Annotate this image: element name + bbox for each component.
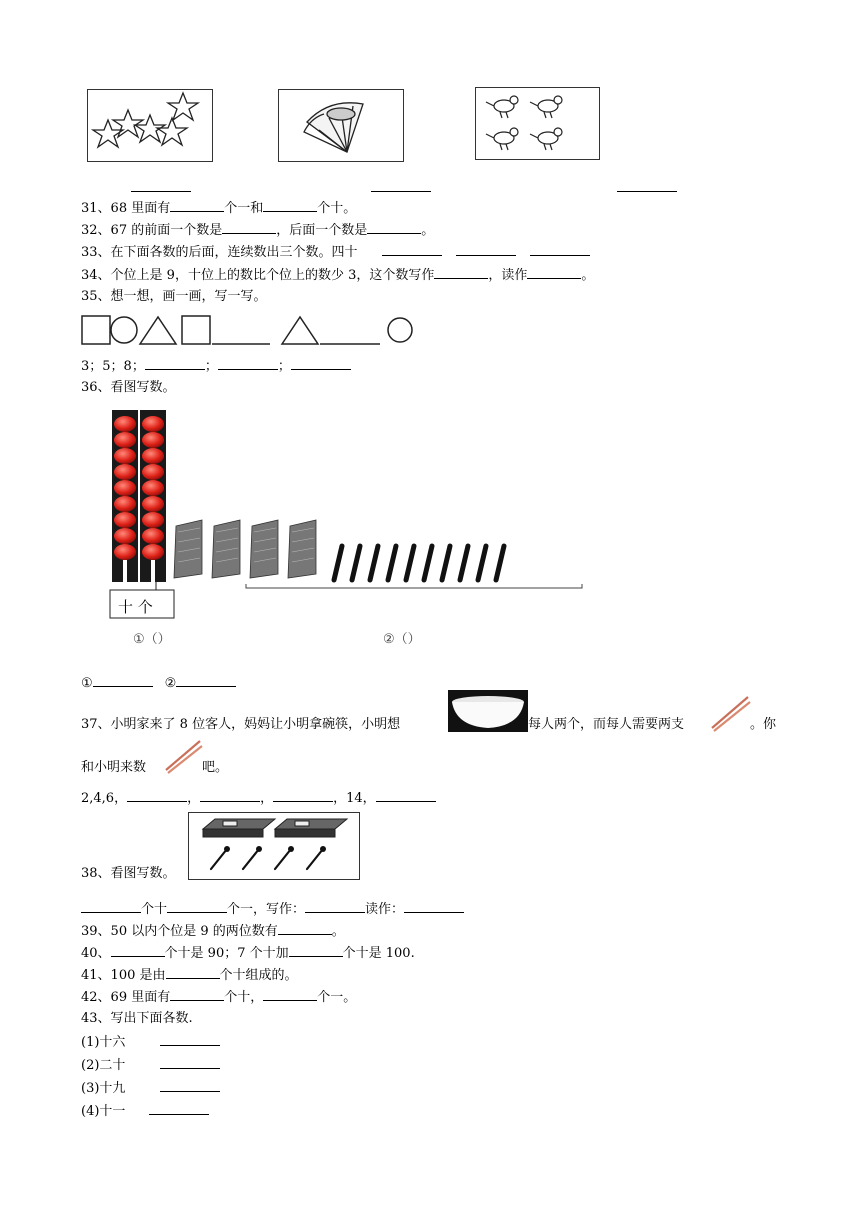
question-43-title xyxy=(81,1011,193,1027)
q43-item-label: (1)十六 xyxy=(81,1035,126,1050)
q43-item xyxy=(81,1080,220,1097)
question-42 xyxy=(81,989,356,1006)
chopsticks-icon xyxy=(708,694,752,734)
q32-text-b: ，后面一个数是 xyxy=(276,223,368,238)
q38-blank-write[interactable] xyxy=(305,901,365,913)
q37-text-e-wrap xyxy=(202,760,228,776)
q35-sequence: 3；5；8； xyxy=(81,359,145,374)
q33-blank-1[interactable] xyxy=(382,244,442,256)
picture-label-1: ①（） xyxy=(133,632,171,647)
q37-text-c-wrap xyxy=(750,717,776,733)
q34-text: 34、个位上是 9，十位上的数比个位上的数少 3，这个数写作 xyxy=(81,268,435,283)
q33-blank-2[interactable] xyxy=(456,244,516,256)
picture-label-2: ②（） xyxy=(383,632,421,647)
q32-text: 32、67 的前面一个数是 xyxy=(81,223,223,238)
q37-text-a: 37、小明家来了 8 位客人，妈妈让小明拿碗筷，小明想 xyxy=(81,717,401,732)
question-41 xyxy=(81,967,298,984)
question-34 xyxy=(81,267,594,284)
chopsticks-icon xyxy=(162,738,204,776)
q34-text-c: 。 xyxy=(581,268,595,283)
q34-text-b: ，读作 xyxy=(488,268,528,283)
q31-text-c: 个十。 xyxy=(317,201,357,216)
q43-item xyxy=(81,1057,220,1074)
question-40 xyxy=(81,945,415,962)
q33-text: 33、在下面各数的后面，连续数出三个数。四十 xyxy=(81,245,358,260)
q34-blank-1[interactable] xyxy=(434,267,488,279)
q35-blank-2[interactable] xyxy=(218,358,278,370)
q40-blank-1[interactable] xyxy=(111,945,165,957)
question-39 xyxy=(81,923,345,940)
q37-text-b: 每人两个，而每人需要两支 xyxy=(528,717,685,732)
q37-text-b-wrap xyxy=(528,717,684,733)
triangle-icon xyxy=(140,317,176,344)
question-35-sequence xyxy=(81,358,351,375)
q43-blank-2[interactable] xyxy=(160,1057,220,1069)
q36-blank-2[interactable] xyxy=(176,675,236,687)
q37-sep-2: ， xyxy=(260,791,274,806)
exercise-books-pencils-picture xyxy=(188,812,360,880)
question-36-title xyxy=(81,380,176,396)
q32-blank-2[interactable] xyxy=(367,222,421,234)
q38-text-3: 读作： xyxy=(365,902,405,917)
q35-sep-2: ； xyxy=(277,359,291,374)
bowl-icon xyxy=(448,690,528,732)
question-37-sequence xyxy=(81,790,436,807)
q36-title: 36、看图写数。 xyxy=(81,380,176,395)
question-38-title xyxy=(81,866,176,882)
q39-blank[interactable] xyxy=(278,923,332,935)
q36-answer-1-label: ① xyxy=(81,676,93,691)
counting-picture xyxy=(108,408,588,623)
fan-picture xyxy=(278,89,404,162)
circle-icon xyxy=(388,318,412,342)
q43-item xyxy=(81,1103,209,1120)
question-38-answers xyxy=(81,901,464,918)
fan-icon xyxy=(279,90,402,160)
q32-text-c: 。 xyxy=(421,223,435,238)
answer-blank-birds[interactable] xyxy=(617,180,677,192)
q43-title: 43、写出下面各数. xyxy=(81,1011,193,1026)
q42-text-c: 个一。 xyxy=(317,990,357,1005)
q31-blank-1[interactable] xyxy=(170,200,224,212)
q38-title: 38、看图写数。 xyxy=(81,866,176,881)
shape-pattern xyxy=(80,314,420,346)
q40-text-b: 个十是 90；7 个十加 xyxy=(164,946,289,961)
q43-item xyxy=(81,1034,220,1051)
q37-sequence-a: 2,4,6， xyxy=(81,791,128,806)
q42-text-b: 个十， xyxy=(224,990,264,1005)
bird-icon xyxy=(476,88,598,158)
q36-answer-2-label: ② xyxy=(164,676,177,691)
question-35-title xyxy=(81,289,267,305)
q43-blank-1[interactable] xyxy=(160,1034,220,1046)
q38-blank-tens[interactable] xyxy=(81,901,141,913)
q40-blank-2[interactable] xyxy=(289,945,343,957)
q43-item-label: (4)十一 xyxy=(81,1104,126,1119)
q39-text: 39、50 以内个位是 9 的两位数有 xyxy=(81,924,278,939)
stick-bundle-icon xyxy=(174,520,316,578)
q35-sep-1: ； xyxy=(204,359,218,374)
q38-text-1: 个十 xyxy=(141,902,168,917)
q43-blank-3[interactable] xyxy=(160,1080,220,1092)
q43-blank-4[interactable] xyxy=(149,1103,209,1115)
q43-item-label: (2)二十 xyxy=(81,1058,126,1073)
q41-text-b: 个十组成的。 xyxy=(219,968,298,983)
book-pencil-icon xyxy=(189,813,359,879)
q43-item-label: (3)十九 xyxy=(81,1081,126,1096)
circle-icon xyxy=(111,317,137,343)
q40-text: 40、 xyxy=(81,946,111,961)
answer-blank-fan[interactable] xyxy=(371,180,431,192)
question-37-line-1 xyxy=(81,717,400,733)
q37-blank-2[interactable] xyxy=(200,790,260,802)
q37-text-c: 。你 xyxy=(750,717,777,732)
q38-blank-ones[interactable] xyxy=(167,901,227,913)
stick-icon xyxy=(334,546,504,580)
q37-blank-3[interactable] xyxy=(273,790,333,802)
answer-blank-stars[interactable] xyxy=(131,180,191,192)
square-icon xyxy=(82,316,110,344)
stars-picture xyxy=(87,89,213,162)
q36-blank-1[interactable] xyxy=(93,675,153,687)
question-37-line-2 xyxy=(81,760,146,776)
q41-blank[interactable] xyxy=(166,967,220,979)
q40-text-c: 个十是 100. xyxy=(342,946,415,961)
q37-sep-1: ， xyxy=(187,791,201,806)
q35-blank-1[interactable] xyxy=(145,358,205,370)
q37-blank-1[interactable] xyxy=(127,790,187,802)
q31-blank-2[interactable] xyxy=(263,200,317,212)
q37-text-e: 吧。 xyxy=(202,760,229,775)
question-33 xyxy=(81,244,590,261)
question-32 xyxy=(81,222,434,239)
star-icon xyxy=(88,90,211,160)
q42-blank-2[interactable] xyxy=(263,989,317,1001)
triangle-icon xyxy=(282,317,318,344)
abacus-icon xyxy=(110,410,174,618)
q31-text: 31、68 里面有 xyxy=(81,201,171,216)
q31-text-b: 个一和 xyxy=(224,201,264,216)
q35-blank-3[interactable] xyxy=(291,358,351,370)
q39-text-b: 。 xyxy=(331,924,345,939)
q37-sequence-b: ，14， xyxy=(333,791,376,806)
q42-text: 42、69 里面有 xyxy=(81,990,171,1005)
birds-picture xyxy=(475,87,600,160)
q37-blank-4[interactable] xyxy=(376,790,436,802)
q41-text: 41、100 是由 xyxy=(81,968,166,983)
square-icon xyxy=(182,316,210,344)
q38-blank-read[interactable] xyxy=(404,901,464,913)
question-36-answers xyxy=(81,675,236,692)
q35-title: 35、想一想，画一画，写一写。 xyxy=(81,289,267,304)
q37-text-d: 和小明来数 xyxy=(81,760,147,775)
q38-text-2: 个一，写作： xyxy=(227,902,306,917)
q34-blank-2[interactable] xyxy=(527,267,581,279)
q42-blank-1[interactable] xyxy=(170,989,224,1001)
q32-blank-1[interactable] xyxy=(222,222,276,234)
abacus-label: 十 个 xyxy=(118,598,153,616)
question-31 xyxy=(81,200,356,217)
q33-blank-3[interactable] xyxy=(530,244,590,256)
